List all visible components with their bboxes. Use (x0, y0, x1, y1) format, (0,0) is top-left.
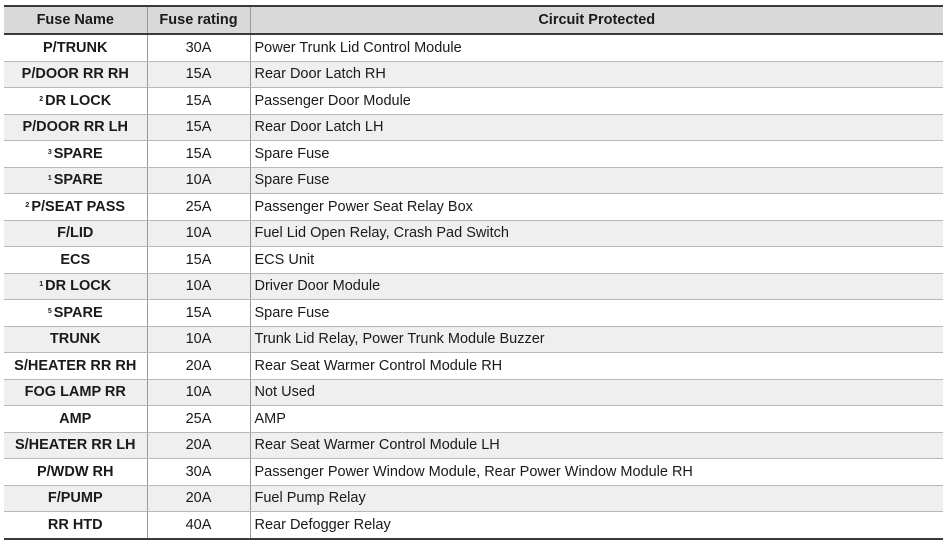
circuit-protected-cell: Power Trunk Lid Control Module (250, 34, 943, 61)
table-row (4, 114, 943, 141)
fuse-name: DR LOCK (45, 92, 112, 109)
fuse-rating-cell: 25A (147, 194, 250, 221)
table-row (4, 61, 943, 88)
header-fuse-name: Fuse Name (4, 6, 147, 34)
fuse-name-cell (4, 220, 147, 247)
table-row (4, 220, 943, 247)
table-row (4, 485, 943, 512)
circuit-protected-cell: Trunk Lid Relay, Power Trunk Module Buzzer (250, 326, 943, 353)
table-row (4, 353, 943, 380)
circuit-protected-cell: Rear Seat Warmer Control Module RH (250, 353, 943, 380)
circuit-protected-cell: Rear Defogger Relay (250, 512, 943, 539)
fuse-rating-cell: 30A (147, 34, 250, 61)
fuse-rating-cell: 20A (147, 353, 250, 380)
fuse-table (4, 5, 943, 540)
circuit-protected-cell: Passenger Power Seat Relay Box (250, 194, 943, 221)
table-row (4, 512, 943, 539)
fuse-name-cell (4, 61, 147, 88)
fuse-rating-cell: 10A (147, 379, 250, 406)
fuse-rating-cell: 25A (147, 406, 250, 433)
fuse-name-cell (4, 432, 147, 459)
fuse-name-cell (4, 273, 147, 300)
fuse-name: P/SEAT PASS (31, 198, 126, 215)
fuse-name: TRUNK (49, 331, 101, 348)
circuit-protected-cell: AMP (250, 406, 943, 433)
fuse-rating-cell: 15A (147, 141, 250, 168)
fuse-rating-cell: 15A (147, 300, 250, 327)
table-row (4, 88, 943, 115)
circuit-protected-cell: Spare Fuse (250, 141, 943, 168)
fuse-rating-cell: 10A (147, 326, 250, 353)
fuse-name: S/HEATER RR LH (14, 437, 136, 454)
footnote-mark: 1 (47, 175, 52, 183)
fuse-name: P/DOOR RR RH (21, 66, 129, 83)
fuse-name-cell (4, 88, 147, 115)
table-row (4, 459, 943, 486)
fuse-name-cell (4, 406, 147, 433)
fuse-name-cell (4, 485, 147, 512)
fuse-name: P/DOOR RR LH (22, 119, 129, 136)
fuse-name-cell (4, 326, 147, 353)
fuse-rating-cell: 10A (147, 167, 250, 194)
circuit-protected-cell: Fuel Pump Relay (250, 485, 943, 512)
fuse-name: DR LOCK (45, 278, 112, 295)
table-row (4, 432, 943, 459)
footnote-mark: 1 (39, 281, 44, 289)
table-row (4, 300, 943, 327)
table-row (4, 406, 943, 433)
table-row (4, 273, 943, 300)
fuse-name: ECS (60, 251, 91, 268)
footnote-mark: 3 (47, 148, 52, 156)
fuse-name: FOG LAMP RR (24, 384, 126, 401)
fuse-rating-cell: 15A (147, 61, 250, 88)
fuse-name-cell (4, 34, 147, 61)
fuse-rating-cell: 40A (147, 512, 250, 539)
circuit-protected-cell: ECS Unit (250, 247, 943, 274)
fuse-name-cell (4, 141, 147, 168)
fuse-rating-cell: 10A (147, 220, 250, 247)
fuse-name: S/HEATER RR RH (14, 357, 137, 374)
table-row (4, 379, 943, 406)
circuit-protected-cell: Fuel Lid Open Relay, Crash Pad Switch (250, 220, 943, 247)
fuse-name-cell (4, 300, 147, 327)
fuse-rating-cell: 15A (147, 114, 250, 141)
fuse-name: SPARE (53, 145, 103, 162)
circuit-protected-cell: Rear Seat Warmer Control Module LH (250, 432, 943, 459)
circuit-protected-cell: Not Used (250, 379, 943, 406)
circuit-protected-cell: Driver Door Module (250, 273, 943, 300)
fuse-name: SPARE (53, 304, 103, 321)
table-row (4, 194, 943, 221)
fuse-rating-cell: 20A (147, 485, 250, 512)
footnote-mark: 2 (25, 201, 30, 209)
circuit-protected-cell: Rear Door Latch RH (250, 61, 943, 88)
table-row (4, 141, 943, 168)
fuse-name-cell (4, 114, 147, 141)
table-row (4, 167, 943, 194)
fuse-rating-cell: 10A (147, 273, 250, 300)
fuse-name-cell (4, 512, 147, 539)
header-row (4, 6, 943, 34)
header-circuit-protected: Circuit Protected (250, 6, 943, 34)
fuse-rating-cell: 20A (147, 432, 250, 459)
fuse-name-cell (4, 459, 147, 486)
fuse-name: F/LID (57, 225, 94, 242)
fuse-name-cell (4, 167, 147, 194)
circuit-protected-cell: Passenger Power Window Module, Rear Power Window Module RH (250, 459, 943, 486)
table-body (4, 34, 943, 539)
footnote-mark: 2 (39, 95, 44, 103)
fuse-name-cell (4, 353, 147, 380)
circuit-protected-cell: Passenger Door Module (250, 88, 943, 115)
fuse-name: AMP (59, 410, 92, 427)
fuse-rating-cell: 30A (147, 459, 250, 486)
table-header (4, 6, 943, 34)
table-row (4, 34, 943, 61)
fuse-rating-cell: 15A (147, 88, 250, 115)
header-fuse-rating: Fuse rating (147, 6, 250, 34)
fuse-rating-cell: 15A (147, 247, 250, 274)
fuse-name-cell (4, 194, 147, 221)
table-row (4, 326, 943, 353)
table-row (4, 247, 943, 274)
fuse-name: SPARE (53, 172, 103, 189)
fuse-name: P/WDW RH (36, 463, 114, 480)
fuse-name: P/TRUNK (43, 39, 108, 56)
fuse-name: F/PUMP (47, 490, 103, 507)
fuse-name-cell (4, 379, 147, 406)
fuse-name: RR HTD (47, 516, 103, 533)
circuit-protected-cell: Spare Fuse (250, 167, 943, 194)
fuse-name-cell (4, 247, 147, 274)
circuit-protected-cell: Spare Fuse (250, 300, 943, 327)
footnote-mark: 5 (47, 307, 52, 315)
circuit-protected-cell: Rear Door Latch LH (250, 114, 943, 141)
